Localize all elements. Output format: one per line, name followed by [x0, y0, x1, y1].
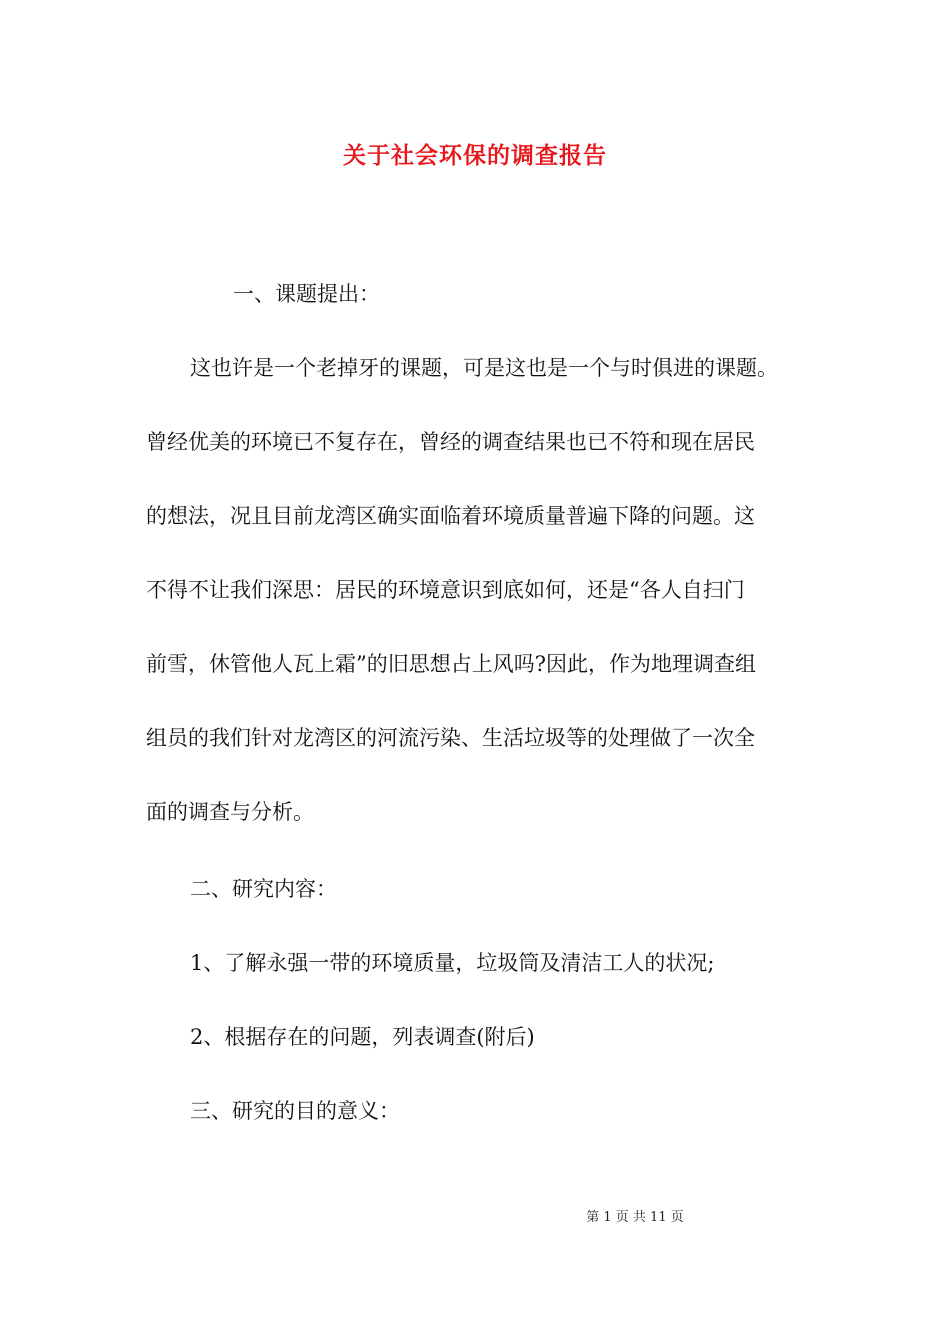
intro-line: 前雪，休管他人瓦上霜”的旧思想占上风吗?因此，作为地理调查组 — [146, 652, 756, 676]
page-number: 第 1 页 共 11 页 — [586, 1210, 684, 1225]
section-heading-2: 二、研究内容： — [190, 877, 337, 901]
section-heading-1: 一、课题提出： — [233, 282, 380, 306]
research-item-1: 1、了解永强一带的环境质量，垃圾筒及清洁工人的状况; — [190, 951, 715, 975]
intro-line: 组员的我们针对龙湾区的河流污染、生活垃圾等的处理做了一次全 — [146, 726, 755, 750]
section-heading-3: 三、研究的目的意义： — [190, 1099, 400, 1123]
intro-line: 曾经优美的环境已不复存在，曾经的调查结果也已不符和现在居民 — [146, 430, 755, 454]
intro-line: 这也许是一个老掉牙的课题，可是这也是一个与时俱进的课题。 — [190, 356, 778, 380]
intro-line: 的想法，况且目前龙湾区确实面临着环境质量普遍下降的问题。这 — [146, 504, 755, 528]
research-item-2: 2、根据存在的问题，列表调查(附后) — [190, 1025, 535, 1049]
intro-paragraph — [146, 331, 816, 849]
intro-line: 面的调查与分析。 — [146, 800, 314, 824]
intro-line: 不得不让我们深思：居民的环境意识到底如何，还是“各人自扫门 — [146, 578, 745, 602]
document-title: 关于社会环保的调查报告 — [343, 142, 607, 169]
